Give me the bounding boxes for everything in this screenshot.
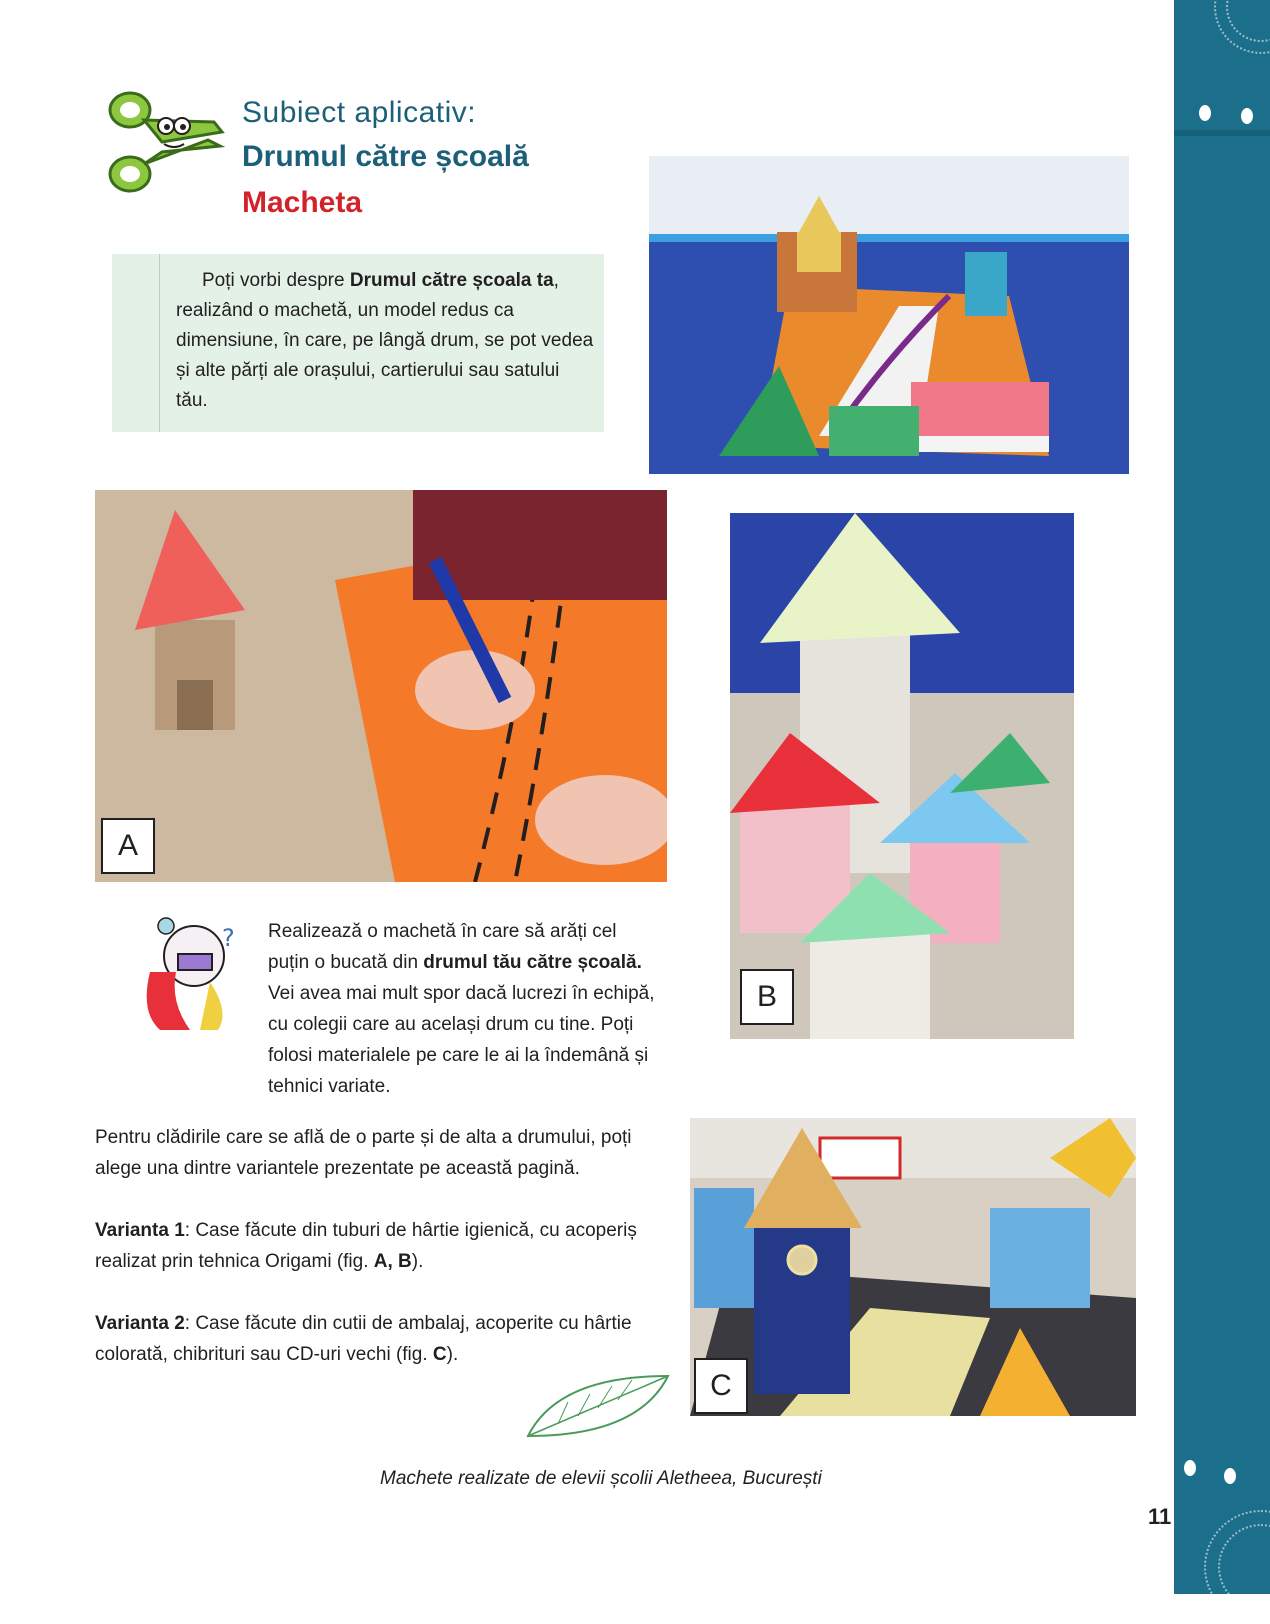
- scissors-icon: [104, 88, 230, 200]
- task-text-1: Realizează o machetă în care să arăți cel puțin o bucată din: [268, 921, 617, 973]
- figure-label-c: C: [694, 1358, 748, 1414]
- intro-paragraph: [176, 266, 596, 416]
- intro-text-2: , realizând o machetă, un model redus ca dimensiune, în care, pe lângă drum, se pot vedea și alte părți ale orașului, cartierului sau satului tău.: [176, 270, 594, 411]
- task-paragraph: [268, 916, 658, 1102]
- svg-text:?: ?: [222, 924, 235, 952]
- page-subtitle: Macheta: [242, 186, 363, 219]
- page-title: Drumul către școală: [242, 140, 529, 173]
- subject-kicker: Subiect aplicativ:: [242, 96, 477, 129]
- thinking-girl-icon: [130, 912, 250, 1032]
- page-number: 11: [1148, 1504, 1172, 1529]
- task-text-2: Vei avea mai mult spor dacă lucrezi în echipă, cu colegii care au același drum cu tine. Poți folosi materialele pe care le ai la îndemână și tehnici variate.: [268, 983, 655, 1097]
- photo-model-overview: [649, 156, 1129, 474]
- decorative-side-band: [1174, 0, 1270, 1594]
- variant-1-text: : Case făcute din tuburi de hârtie igienică, cu acoperiș realizat prin tehnica Origami (fig.: [95, 1220, 637, 1272]
- figure-label-a: A: [101, 818, 155, 874]
- photo-caption: Machete realizate de elevii școlii Aletheea, București: [380, 1468, 822, 1489]
- variant-2: [95, 1308, 675, 1370]
- variants-intro: Pentru clădirile care se află de o parte și de alta a drumului, poți alege una dintre variantele prezentate pe această pagină.: [95, 1127, 632, 1179]
- photo-figure-c: [690, 1118, 1136, 1416]
- photo-figure-a: [95, 490, 667, 882]
- leaf-icon: [518, 1366, 678, 1446]
- photo-figure-b: [730, 513, 1074, 1039]
- variants-section: [95, 1122, 675, 1401]
- intro-note-rule: [159, 254, 160, 432]
- intro-text-1: Poți vorbi despre: [202, 270, 350, 291]
- variant-1-ref: A, B: [373, 1251, 412, 1272]
- variant-2-label: Varianta 2: [95, 1313, 185, 1334]
- task-text-bold: drumul tău către școală.: [423, 952, 642, 973]
- intro-text-bold: Drumul către școala ta: [349, 270, 554, 291]
- variant-2-end: ).: [446, 1344, 459, 1365]
- variant-2-text: : Case făcute din cutii de ambalaj, acoperite cu hârtie colorată, chibrituri sau CD-uri vechi (fig.: [95, 1313, 632, 1365]
- variant-1-end: ).: [411, 1251, 424, 1272]
- figure-label-b: B: [740, 969, 794, 1025]
- variant-1-label: Varianta 1: [95, 1220, 185, 1241]
- variant-1: [95, 1215, 675, 1277]
- variant-2-ref: C: [432, 1344, 447, 1365]
